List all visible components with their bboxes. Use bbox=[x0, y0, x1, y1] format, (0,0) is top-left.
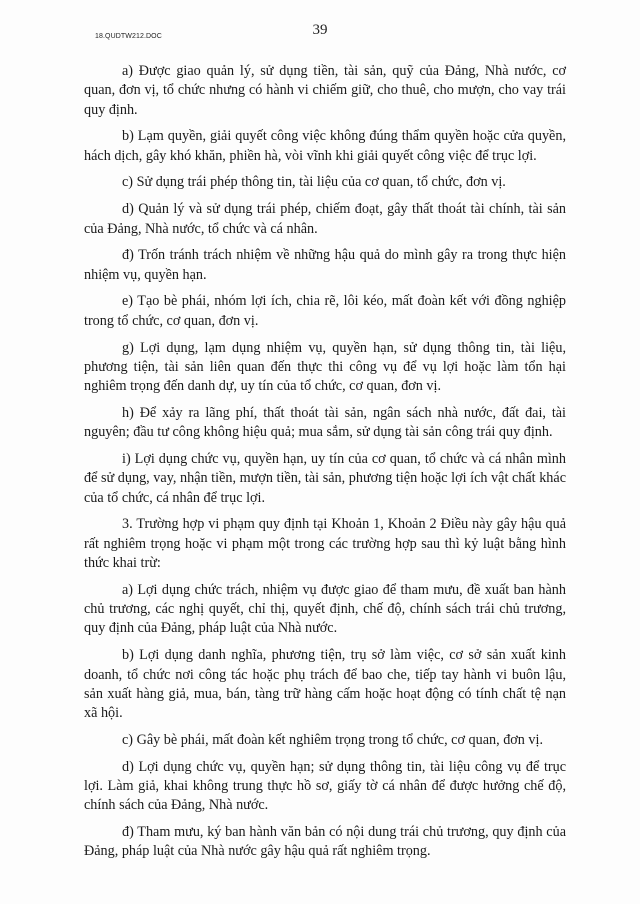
section-3-clause-a: a) Lợi dụng chức trách, nhiệm vụ được giao để tham mưu, đề xuất ban hành chủ trương, các nghị quyết, chỉ thị, quyết định, chế độ, chính sách trái chủ trương, quy định của Đảng, pháp luật của Nhà nước. bbox=[84, 581, 566, 637]
document-body bbox=[84, 62, 566, 869]
clause-i: i) Lợi dụng chức vụ, quyền hạn, uy tín của cơ quan, tổ chức và cá nhân mình để sử dụng, vay, nhận tiền, mượn tiền, tài sản, phương tiện hoặc lợi ích vật chất khác của tổ chức, cá nhân để trục lợi. bbox=[84, 451, 566, 506]
section-3-clause-c: c) Gây bè phái, mất đoàn kết nghiêm trọng trong tổ chức, cơ quan, đơn vị. bbox=[122, 731, 544, 748]
section-3-intro: 3. Trường hợp vi phạm quy định tại Khoản 1, Khoản 2 Điều này gây hậu quả rất nghiêm trọng hoặc vi phạm một trong các trường hợp sau thì kỷ luật bằng hình thức khai trừ: bbox=[84, 516, 566, 572]
section-3-clause-dd: đ) Tham mưu, ký ban hành văn bản có nội dung trái chủ trương, quy định của Đảng, pháp luật của Nhà nước gây hậu quả rất nghiêm trọng. bbox=[84, 824, 566, 860]
clause-a: a) Được giao quản lý, sử dụng tiền, tài sản, quỹ của Đảng, Nhà nước, cơ quan, đơn vị, tổ chức nhưng có hành vi chiếm giữ, cho thuê, cho mượn, cho vay trái quy định. bbox=[84, 63, 566, 118]
clause-b: b) Lạm quyền, giải quyết công việc không đúng thẩm quyền hoặc cửa quyền, hách dịch, gây khó khăn, phiền hà, vòi vĩnh khi giải quyết công việc để trục lợi. bbox=[84, 128, 566, 164]
clause-c: c) Sử dụng trái phép thông tin, tài liệu của cơ quan, tổ chức, đơn vị. bbox=[122, 174, 506, 191]
section-3-clause-d: d) Lợi dụng chức vụ, quyền hạn; sử dụng thông tin, tài liệu công vụ để trục lợi. Làm giả, khai không trung thực hồ sơ, giấy tờ cá nhân để được hưởng chế độ, chính sách của Đảng, Nhà nước. bbox=[84, 758, 566, 814]
clause-dd: đ) Trốn tránh trách nhiệm về những hậu quả do mình gây ra trong thực hiện nhiệm vụ, quyền hạn. bbox=[84, 247, 566, 283]
page-number: 39 bbox=[312, 22, 328, 38]
document-filename: 18.QUDTW212.DOC bbox=[95, 33, 162, 40]
clause-d: d) Quản lý và sử dụng trái phép, chiếm đoạt, gây thất thoát tài chính, tài sản của Đảng, Nhà nước, tổ chức và cá nhân. bbox=[84, 201, 566, 237]
clause-g: g) Lợi dụng, lạm dụng nhiệm vụ, quyền hạn, sử dụng thông tin, tài liệu, phương tiện, tài sản liên quan đến thực thi công vụ để vụ lợi hoặc làm tổn hại nghiêm trọng đến danh dự, uy tín của tổ chức, cơ quan, đơn vị. bbox=[84, 339, 566, 395]
clause-e: e) Tạo bè phái, nhóm lợi ích, chia rẽ, lôi kéo, mất đoàn kết với đồng nghiệp trong tổ chức, cơ quan, đơn vị. bbox=[84, 293, 566, 329]
section-3-clause-b: b) Lợi dụng danh nghĩa, phương tiện, trụ sở làm việc, cơ sở sản xuất kinh doanh, tổ chức nơi công tác hoặc phụ trách để bao che, tiếp tay hành vi buôn lậu, sản xuất hàng giả, mua, bán, tàng trữ hàng cấm hoặc hoạt động có tính chất tệ nạn xã hội. bbox=[84, 647, 566, 722]
clause-h: h) Để xảy ra lãng phí, thất thoát tài sản, ngân sách nhà nước, đất đai, tài nguyên; đầu tư công không hiệu quả; mua sắm, sử dụng tài sản công trái quy định. bbox=[84, 404, 566, 441]
